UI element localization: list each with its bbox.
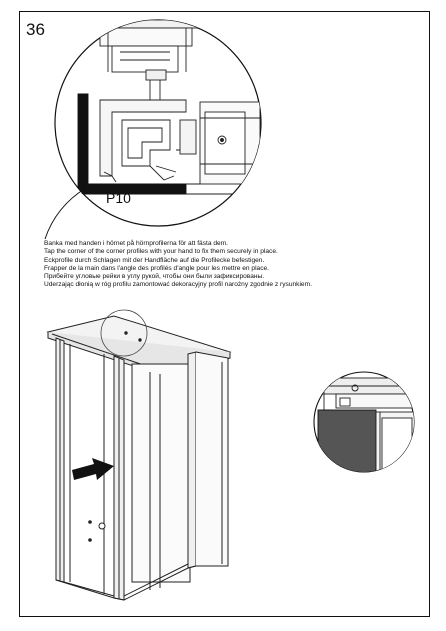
instruction-text-block: [44, 240, 424, 290]
corner-detail-magnified: [55, 20, 261, 226]
cabinet-frame: [48, 316, 230, 600]
instruction-line-fr: Frapper de la main dans l'angle des profilés d'angle pour les mettre en place.: [44, 264, 270, 272]
instruction-line-ru: Прибейте угловые рейки в углу рукой, чтобы они были зафиксированы.: [44, 273, 265, 281]
pointer-arrow: [45, 188, 86, 239]
part-label-p10: P10: [106, 190, 131, 206]
instruction-line-en: Tap the corner of the corner profiles with your hand to fix them securely in place.: [44, 248, 278, 256]
corner-detail-secondary: [314, 372, 416, 480]
instruction-line-sv: Banka med handen i hörnet på hörnprofilerna för att fästa dem.: [44, 240, 229, 247]
push-arrow-icon: [72, 458, 114, 480]
instruction-line-de: Eckprofile durch Schlagen mit der Handfläche auf die Profilecke befestigen.: [44, 256, 265, 264]
step-number: 36: [26, 20, 45, 39]
instruction-line-pl: Uderzając dłonią w róg profilu zamontować dekoracyjny profil narożny zgodnie z rysunkiem.: [44, 281, 312, 289]
